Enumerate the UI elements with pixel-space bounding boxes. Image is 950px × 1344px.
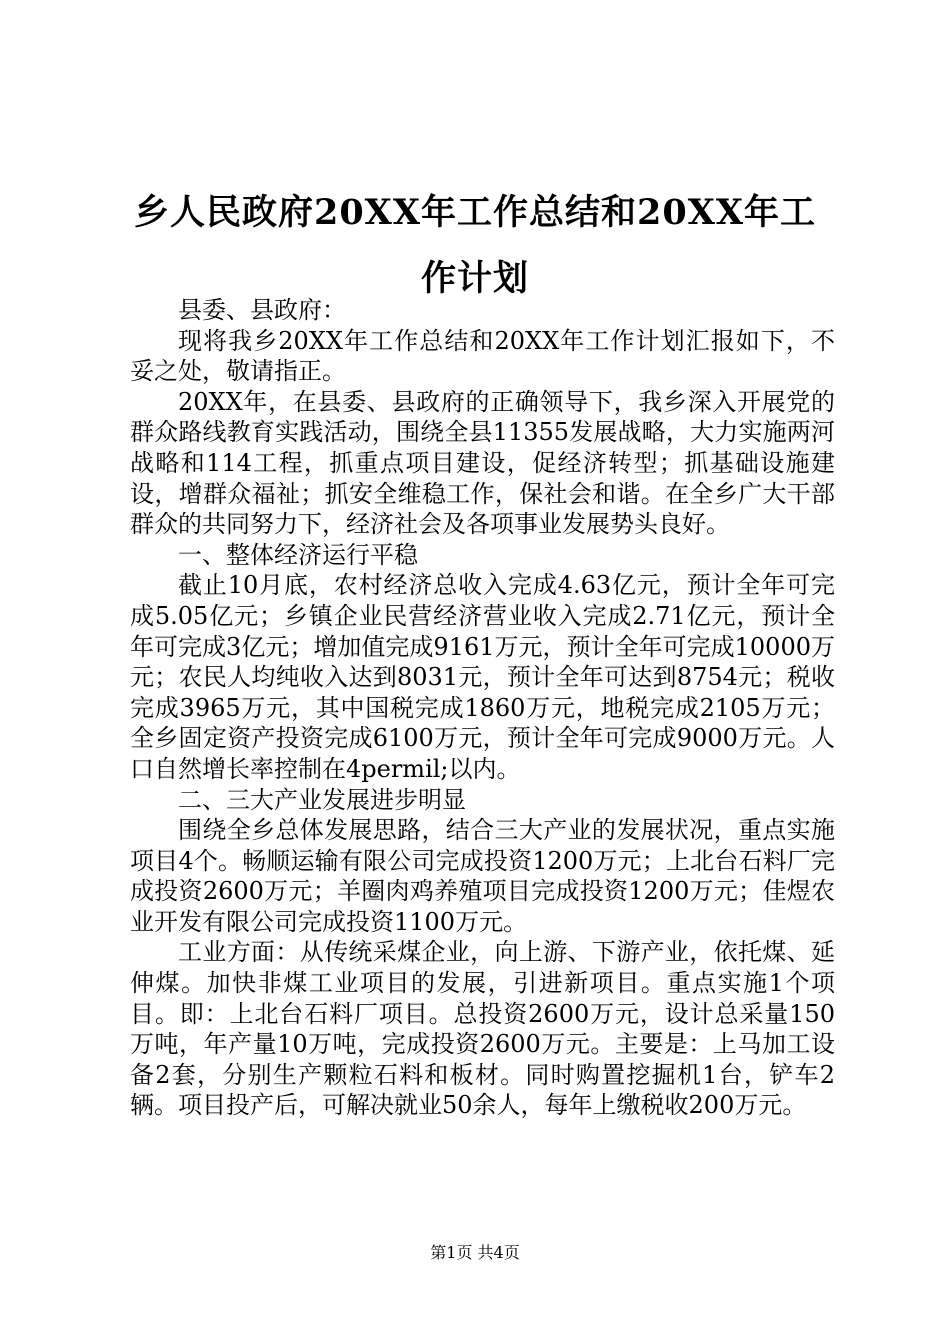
salutation: 县委、县政府： <box>178 296 346 324</box>
economy-paragraph: 截止10月底，农村经济总收入完成4.63亿元，预计全年可完成5.05亿元；乡镇企业民营经济营业收入完成2.71亿元，预计全年可完成3亿元；增加值完成9161万元，预计全年可完成10000万元；农民人均纯收入达到8031元，预计全年可达到8754元；税收完成3965万元，其中国税完成1860万元，地税完成2105万元；全乡固定资产投资完成6100万元，预计全年可完成9000万元。人口自然增长率控制在4permil;以内。 <box>130 571 835 783</box>
section-heading-industries: 二、三大产业发展进步明显 <box>178 785 466 814</box>
industries-paragraph: 围绕全乡总体发展思路，结合三大产业的发展状况，重点实施项目4个。畅顺运输有限公司完成投资1200万元；上北台石料厂完成投资2600万元；羊圈肉鸡养殖项目完成投资1200万元；佳煜农业开发有限公司完成投资1100万元。 <box>130 816 835 936</box>
page-number: 第1页 共4页 <box>430 1243 520 1262</box>
section-heading-economy: 一、整体经济运行平稳 <box>178 540 418 569</box>
document-title: 乡人民政府20XX年工作总结和20XX年工作计划 <box>133 192 817 299</box>
industry-paragraph: 工业方面：从传统采煤企业，向上游、下游产业，依托煤、延伸煤。加快非煤工业项目的发展，引进新项目。重点实施1个项目。即：上北台石料厂项目。总投资2600万元，设计总采量150万吨，年产量10万吨，完成投资2600万元。主要是：上马加工设备2套，分别生产颗粒石料和板材。同时购置挖掘机1台，铲车2辆。项目投产后，可解决就业50余人，每年上缴税收200万元。 <box>130 938 835 1120</box>
document-body <box>130 295 835 1121</box>
intro-paragraph: 现将我乡20XX年工作总结和20XX年工作计划汇报如下，不妥之处，敬请指正。 <box>130 326 835 386</box>
overview-paragraph: 20XX年，在县委、县政府的正确领导下，我乡深入开展党的群众路线教育实践活动，围绕全县11355发展战略，大力实施两河战略和114工程，抓重点项目建设，促经济转型；抓基础设施建设，增群众福祉；抓安全维稳工作，保社会和谐。在全乡广大干部群众的共同努力下，经济社会及各项事业发展势头良好。 <box>130 387 835 539</box>
